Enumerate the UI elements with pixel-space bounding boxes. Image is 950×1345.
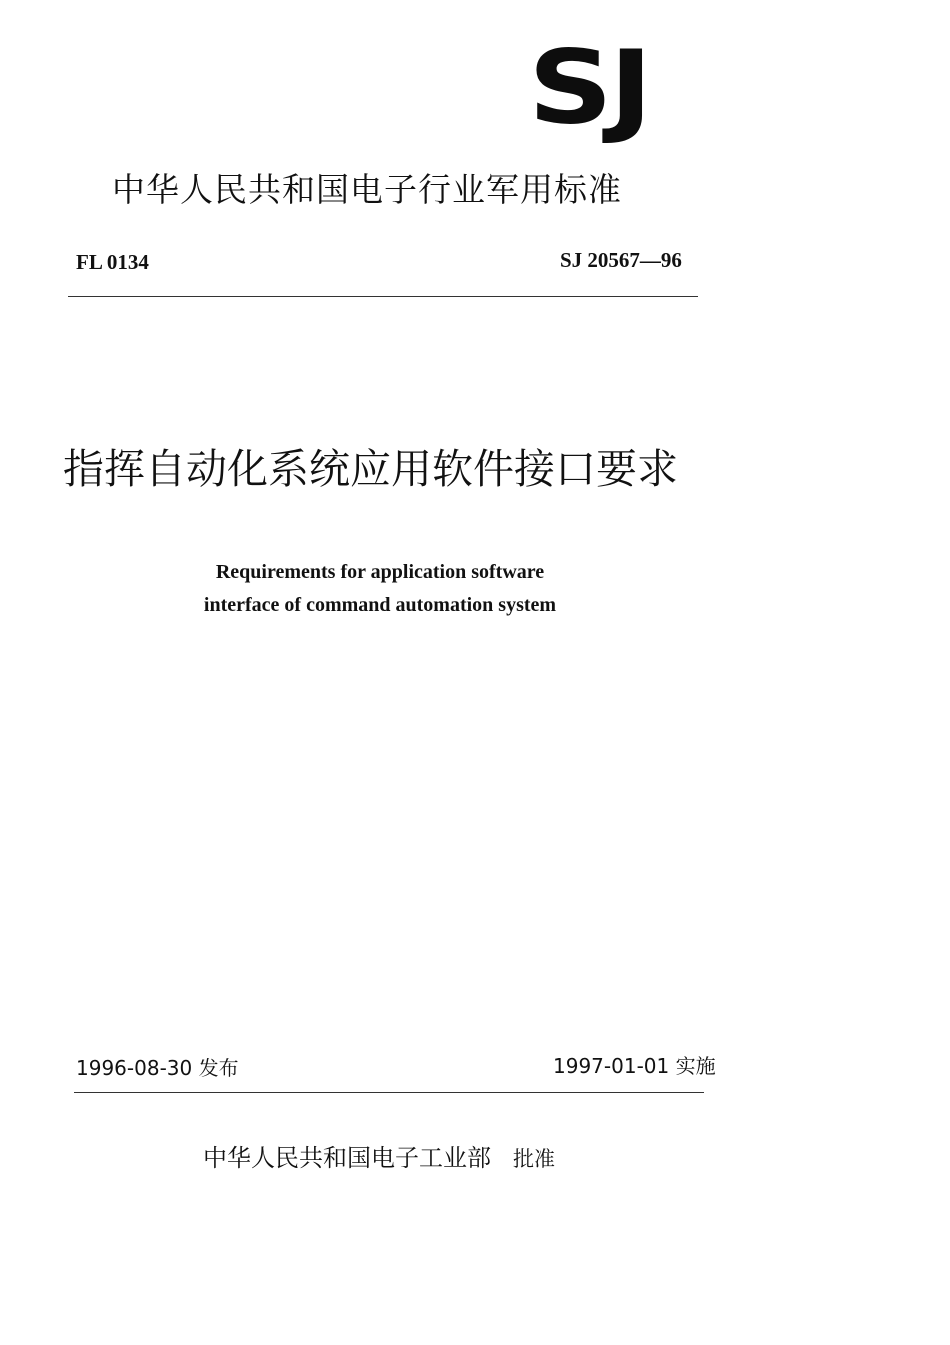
standard-category-heading: 中华人民共和国电子行业军用标准 [112,170,622,209]
title-english-line-1: Requirements for application software [215,561,545,583]
classification-code: FL 0134 [76,250,149,274]
issue-date: 1996-08-30 发布 [76,1056,239,1080]
title-english-line-2: interface of command automation system [203,594,557,616]
document-title-english [140,556,620,622]
top-divider [68,296,698,297]
implementation-date: 1997-01-01 实施 [553,1054,716,1078]
bottom-divider [74,1092,704,1093]
approving-body: 中华人民共和国电子工业部 [203,1144,491,1172]
approval-word: 批准 [513,1147,555,1171]
document-title-chinese: 指挥自动化系统应用软件接口要求 [63,445,678,493]
sj-logo: SJ [528,27,649,147]
approval-line [203,1141,555,1176]
standard-number: SJ 20567—96 [560,248,682,272]
